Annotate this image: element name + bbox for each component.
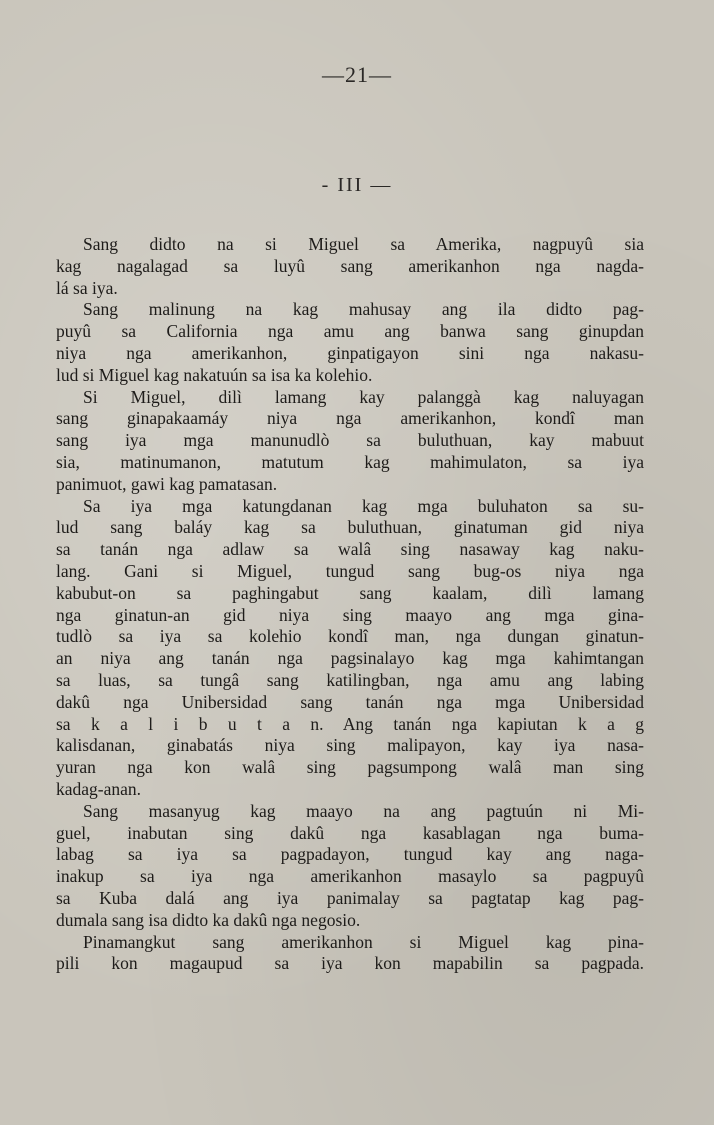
text-line: nga ginatun-an gid niya sing maayo ang mga gina- [56, 604, 644, 625]
text-line: pili kon magaupud sa iya kon mapabilin sa pagpada. [56, 953, 644, 974]
text-line: guel, inabutan sing dakû nga kasablagan nga buma- [56, 822, 644, 843]
text-line: sia, matinumanon, matutum kag mahimulaton, sa iya [56, 451, 644, 472]
text-line: sa luas, sa tungâ sang katilingban, nga amu ang labing [56, 669, 644, 690]
text-line: Pinamangkut sang amerikanhon si Miguel kag pina- [83, 931, 644, 952]
text-line: sa k a l i b u t a n. Ang tanán nga kapiutan k a g [56, 713, 644, 734]
text-line: Sang didto na si Miguel sa Amerika, nagpuyû sia [83, 234, 644, 254]
text-line: panimuot, gawi kag pamatasan. [56, 473, 278, 494]
text-line: kabubut-on sa paghingabut sang kaalam, dilì lamang [56, 582, 644, 603]
text-line: sang ginapakaamáy niya nga amerikanhon, kondî man [56, 408, 644, 429]
text-line: Sa iya mga katungdanan kag mga buluhaton sa su- [83, 495, 644, 516]
text-line: tudlò sa iya sa kolehio kondî man, nga dungan ginatun- [56, 626, 644, 647]
chapter-heading: - III — [321, 174, 393, 196]
text-line: puyû sa California nga amu ang banwa sang ginupdan [56, 321, 644, 342]
text-line: kadag-anan. [56, 778, 142, 799]
text-line: inakup sa iya nga amerikanhon masaylo sa pagpuyû [56, 866, 644, 887]
text-line: lud sang baláy kag sa buluthuan, ginatuman gid niya [56, 517, 644, 538]
text-line: lang. Gani si Miguel, tungud sang bug-os niya nga [56, 560, 644, 581]
text-line: niya nga amerikanhon, ginpatigayon sini nga nakasu- [56, 342, 644, 363]
text-line: dumala sang isa didto ka dakû nga negosio. [56, 909, 361, 930]
text-line: kalisdanan, ginabatás niya sing malipayon, kay iya nasa- [56, 735, 644, 756]
text-line: an niya ang tanán nga pagsinalayo kag mga kahimtangan [56, 648, 644, 669]
text-line: Sang malinung na kag mahusay ang ila didto pag- [83, 299, 644, 320]
text-line: lud si Miguel kag nakatuún sa isa ka kolehio. [56, 364, 373, 385]
text-line: lá sa iya. [56, 277, 118, 298]
body-text [56, 234, 644, 975]
text-line: kag nagalagad sa luyû sang amerikanhon nga nagda- [56, 255, 644, 276]
text-line: labag sa iya sa pagpadayon, tungud kay ang naga- [56, 844, 644, 865]
text-line: Sang masanyug kag maayo na ang pagtuún ni Mi- [83, 800, 644, 821]
text-line: dakû nga Unibersidad sang tanán nga mga Unibersidad [56, 691, 644, 712]
text-line: sa Kuba dalá ang iya panimalay sa pagtatap kag pag- [56, 887, 644, 908]
text-line: sang iya mga manunudlò sa buluthuan, kay mabuut [56, 430, 644, 451]
page-number: —21— [322, 62, 392, 87]
text-line: yuran nga kon walâ sing pagsumpong walâ man sing [56, 757, 644, 778]
text-line: Si Miguel, dilì lamang kay palanggà kag naluyagan [83, 386, 644, 407]
text-line: sa tanán nga adlaw sa walâ sing nasaway kag naku- [56, 539, 644, 560]
